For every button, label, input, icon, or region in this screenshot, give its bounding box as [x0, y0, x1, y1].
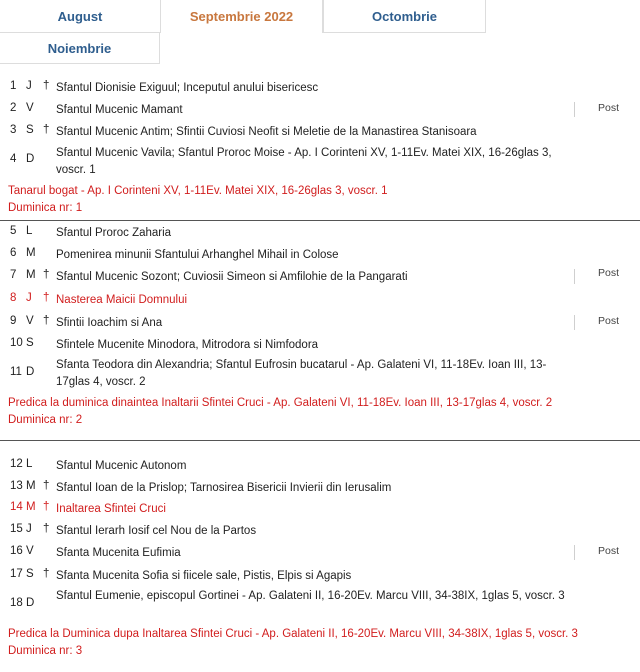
weekday-letter: S: [26, 568, 34, 580]
weekday-letter: V: [26, 545, 34, 557]
post-label: Post: [598, 545, 620, 557]
feast-cross-icon: †: [43, 80, 50, 92]
tab-octombrie[interactable]: Octombrie: [323, 0, 486, 33]
day-number: 8: [10, 292, 17, 304]
weekday-letter: L: [26, 225, 33, 237]
sunday-reading: Predica la duminica dinaintea Inaltarii Sfintei Cruci - Ap. Galateni VI, 11-18Ev. Ioan III, 13-17glas 4, voscr. 2: [8, 397, 553, 409]
tab-septembrie-active[interactable]: Septembrie 2022: [160, 0, 323, 33]
day-row: [0, 269, 625, 286]
day-number: 12: [10, 458, 23, 470]
post-label: Post: [598, 102, 620, 114]
weekday-letter: M: [26, 480, 36, 492]
day-number: 14: [10, 501, 23, 513]
day-number: 4: [10, 153, 17, 165]
day-saints-text: Sfantul Mucenic Antim; Sfintii Cuviosi Neofit si Meletie de la Manastirea Stanisoara: [56, 126, 477, 138]
day-row: [0, 124, 625, 141]
day-row-feast: [0, 292, 625, 309]
day-saints-text: Sfintele Mucenite Minodora, Mitrodora si Nimfodora: [56, 339, 319, 351]
weekday-letter: S: [26, 124, 34, 136]
weekday-letter: S: [26, 337, 34, 349]
day-row: [0, 458, 625, 475]
day-row-feast: [0, 501, 625, 518]
feast-cross-icon: †: [43, 269, 50, 281]
day-saints-text: Sfantul Ierarh Iosif cel Nou de la Partos: [56, 525, 257, 537]
column-divider: [574, 315, 575, 330]
day-row: [0, 545, 625, 562]
day-saints-text: Pomenirea minunii Sfantului Arhanghel Mihail in Colose: [56, 249, 339, 261]
day-row: [0, 337, 625, 354]
week-divider: [0, 220, 640, 221]
feast-cross-icon: †: [43, 480, 50, 492]
day-saints-text: Sfantul Mucenic Mamant: [56, 104, 183, 116]
day-saints-text: Sfantul Eumenie, episcopul Gortinei - Ap. Galateni II, 16-20Ev. Marcu VIII, 34-38IX, 1glas 5, voscr. 3: [56, 590, 565, 602]
day-saints-text: Sfantul Mucenic Vavila; Sfantul Proroc Moise - Ap. I Corinteni XV, 1-11Ev. Matei XIX, 16-26glas 3, voscr. 1: [56, 147, 552, 176]
day-number: 15: [10, 523, 23, 535]
day-row: [0, 80, 625, 97]
weekday-letter: L: [26, 458, 33, 470]
day-number: 7: [10, 269, 17, 281]
weekday-letter: M: [26, 247, 36, 259]
feast-cross-icon: †: [43, 501, 50, 513]
day-row: [0, 145, 625, 179]
feast-cross-icon: †: [43, 315, 50, 327]
day-saints-text: Sfintii Ioachim si Ana: [56, 317, 163, 329]
feast-cross-icon: †: [43, 523, 50, 535]
column-divider: [574, 545, 575, 560]
day-number: 5: [10, 225, 17, 237]
sunday-reading: Tanarul bogat - Ap. I Corinteni XV, 1-11Ev. Matei XIX, 16-26glas 3, voscr. 1: [8, 185, 388, 197]
weekday-letter: J: [26, 80, 32, 92]
day-number: 13: [10, 480, 23, 492]
day-saints-text: Sfantul Mucenic Sozont; Cuviosii Simeon si Amfilohie de la Pangarati: [56, 271, 408, 283]
day-saints-text: Nasterea Maicii Domnului: [56, 294, 188, 306]
day-saints-text: Sfantul Ioan de la Prislop; Tarnosirea Bisericii Invierii din Ierusalim: [56, 482, 392, 494]
day-row: [0, 102, 625, 119]
day-saints-text: Sfantul Mucenic Autonom: [56, 460, 187, 472]
day-row: [0, 588, 625, 622]
day-number: 16: [10, 545, 23, 557]
day-row: [0, 247, 625, 264]
week-divider: [0, 440, 640, 441]
day-row: [0, 523, 625, 540]
column-divider: [574, 269, 575, 284]
day-saints-text: Sfantul Dionisie Exiguul; Inceputul anului bisericesc: [56, 82, 319, 94]
day-row: [0, 225, 625, 242]
day-saints-text: Sfantul Proroc Zaharia: [56, 227, 172, 239]
tab-noiembrie[interactable]: Noiembrie: [0, 33, 160, 64]
day-row: [0, 568, 625, 585]
feast-cross-icon: †: [43, 124, 50, 136]
sunday-reading: Predica la Duminica dupa Inaltarea Sfintei Cruci - Ap. Galateni II, 16-20Ev. Marcu VIII, 34-38IX, 1glas 5, voscr. 3: [8, 628, 578, 640]
post-label: Post: [598, 315, 620, 327]
day-number: 2: [10, 102, 17, 114]
day-saints-text: Sfanta Teodora din Alexandria; Sfantul Eufrosin bucatarul - Ap. Galateni VI, 11-18Ev. Ioan III, 13-17glas 4, voscr. 2: [56, 359, 547, 388]
weekday-letter: M: [26, 269, 36, 281]
sunday-number: Duminica nr: 1: [8, 202, 83, 214]
weekday-letter: D: [26, 597, 35, 609]
day-number: 9: [10, 315, 17, 327]
day-number: 11: [10, 366, 22, 378]
weekday-letter: D: [26, 153, 35, 165]
weekday-letter: D: [26, 366, 35, 378]
weekday-letter: V: [26, 102, 34, 114]
day-number: 1: [10, 80, 17, 92]
day-row: [0, 480, 625, 497]
feast-cross-icon: †: [43, 292, 50, 304]
weekday-letter: M: [26, 501, 36, 513]
day-number: 10: [10, 337, 23, 349]
day-row: [0, 315, 625, 332]
sunday-number: Duminica nr: 3: [8, 645, 83, 657]
month-tabs: [0, 0, 640, 66]
weekday-letter: J: [26, 292, 32, 304]
day-number: 18: [10, 597, 23, 609]
weekday-letter: J: [26, 523, 32, 535]
sunday-number: Duminica nr: 2: [8, 414, 83, 426]
feast-cross-icon: †: [43, 568, 50, 580]
day-number: 3: [10, 124, 17, 136]
day-saints-text: Sfanta Mucenita Sofia si fiicele sale, Pistis, Elpis si Agapis: [56, 570, 352, 582]
day-saints-text: Inaltarea Sfintei Cruci: [56, 503, 166, 515]
day-row: [0, 357, 625, 391]
day-number: 6: [10, 247, 17, 259]
day-saints-text: Sfanta Mucenita Eufimia: [56, 547, 181, 559]
day-number: 17: [10, 568, 23, 580]
column-divider: [574, 102, 575, 117]
post-label: Post: [598, 267, 620, 279]
weekday-letter: V: [26, 315, 34, 327]
tab-august[interactable]: August: [0, 0, 160, 33]
